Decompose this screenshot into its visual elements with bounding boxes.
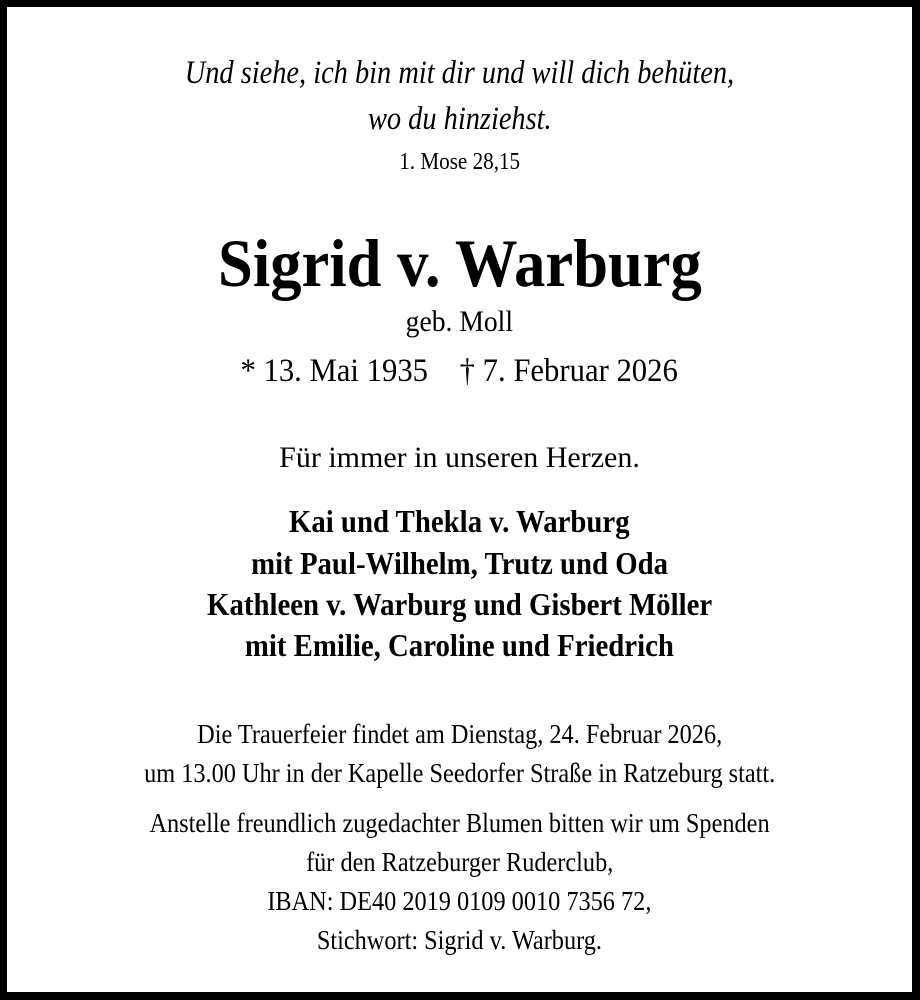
donation-line-1 — [7, 810, 912, 837]
donation-line-2 — [7, 849, 912, 876]
funeral-info-line-2 — [7, 760, 912, 787]
mourner-text: mit Paul-Wilhelm, Trutz und Oda — [251, 545, 668, 581]
mourner-line — [7, 588, 912, 620]
funeral-info-line-1 — [7, 721, 912, 748]
funeral-text-1: Die Trauerfeier findet am Dienstag, 24. Februar 2026, — [196, 719, 723, 749]
mourner-text: Kathleen v. Warburg und Gisbert Möller — [206, 586, 713, 622]
donation-text-2: für den Ratzeburger Ruderclub, — [305, 847, 614, 877]
born-star-icon: * — [240, 353, 257, 389]
verse-reference-text: 1. Mose 28,15 — [399, 149, 520, 175]
mourner-text: mit Emilie, Caroline und Friedrich — [244, 627, 675, 663]
donation-keyword — [7, 927, 912, 954]
donation-text-1: Anstelle freundlich zugedachter Blumen bitten wir um Spenden — [149, 808, 770, 838]
life-dates — [7, 355, 912, 388]
verse-line-1 — [7, 57, 912, 90]
deceased-name — [7, 225, 912, 301]
mourner-line — [7, 505, 912, 537]
verse-reference — [7, 150, 912, 174]
funeral-text-2: um 13.00 Uhr in der Kapelle Seedorfer Straße in Ratzeburg statt. — [143, 758, 776, 788]
iban-text: IBAN: DE40 2019 0109 0010 7356 72, — [267, 886, 652, 916]
birth-date: 13. Mai 1935 — [263, 353, 429, 389]
maiden-name — [7, 307, 912, 337]
deceased-name-text: Sigrid v. Warburg — [217, 225, 702, 301]
mourner-line — [7, 547, 912, 579]
mourner-line — [7, 629, 912, 661]
motto-text: Für immer in unseren Herzen. — [279, 441, 640, 474]
maiden-name-text: geb. Moll — [405, 305, 514, 338]
keyword-text: Stichwort: Sigrid v. Warburg. — [316, 925, 603, 955]
cross-icon: † — [459, 353, 476, 389]
verse-line-2 — [7, 103, 912, 136]
motto — [7, 443, 912, 473]
mourner-text: Kai und Thekla v. Warburg — [289, 503, 630, 539]
verse-text-2: wo du hinziehst. — [367, 101, 552, 137]
verse-text-1: Und siehe, ich bin mit dir und will dich behüten, — [184, 55, 735, 91]
donation-iban — [7, 888, 912, 915]
death-date: 7. Februar 2026 — [482, 353, 679, 389]
life-dates-group — [241, 355, 678, 388]
